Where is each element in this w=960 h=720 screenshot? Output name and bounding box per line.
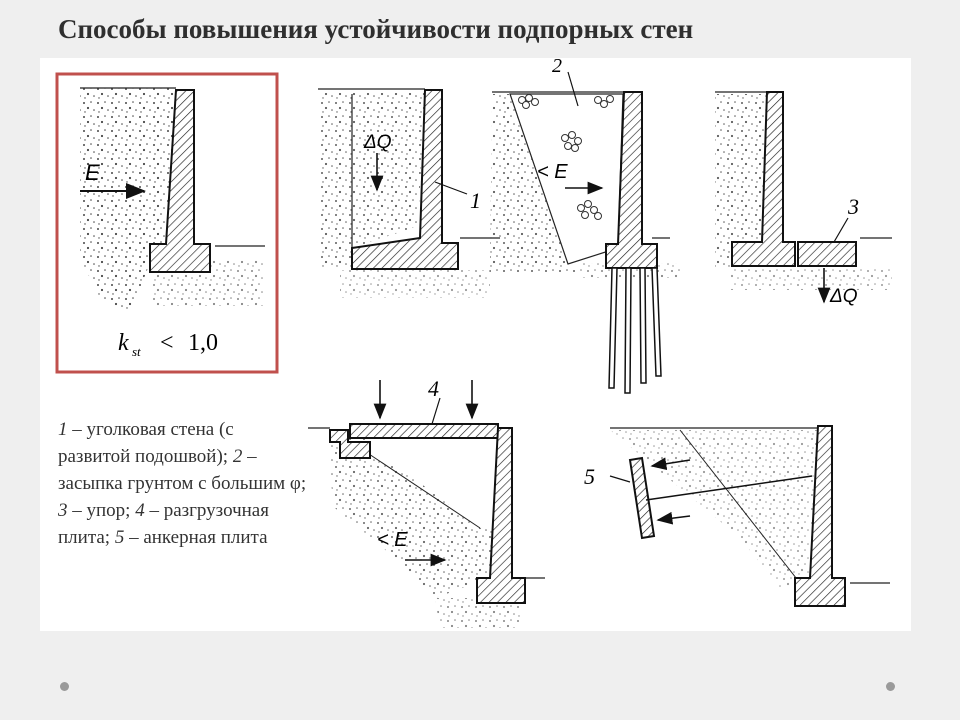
toe-stop bbox=[798, 242, 856, 266]
method-1-figure bbox=[318, 89, 500, 298]
legend-item-5: 5 – анкерная плита bbox=[114, 527, 268, 548]
load-label: ΔQ bbox=[364, 132, 392, 153]
prev-slide-dot[interactable] bbox=[60, 682, 69, 691]
method-3-figure bbox=[715, 92, 892, 307]
legend-item-3: 3 – упор; bbox=[58, 500, 131, 521]
callout-number: 2 bbox=[552, 58, 562, 77]
stability-symbol: k bbox=[118, 330, 129, 356]
next-slide-dot[interactable] bbox=[886, 682, 895, 691]
stability-relation: < bbox=[160, 330, 174, 356]
callout-number: 1 bbox=[470, 188, 481, 213]
legend-item-1: 1 – уголковая стена (с развитой подошвой); bbox=[58, 419, 234, 467]
anchor-plate bbox=[630, 458, 654, 538]
callout-number: 4 bbox=[428, 376, 439, 401]
legend-item-4: 4 – разгрузочная плита; bbox=[58, 500, 269, 548]
method-4-figure bbox=[308, 376, 545, 628]
base-case-figure bbox=[57, 74, 277, 372]
legend bbox=[58, 416, 308, 551]
callout-number: 3 bbox=[848, 194, 859, 219]
method-2-figure bbox=[490, 58, 680, 393]
force-label: < E bbox=[537, 161, 568, 183]
slide-title: Способы повышения устойчивости подпорных стен bbox=[58, 14, 694, 44]
stability-value: 1,0 bbox=[188, 330, 218, 356]
diagram-panel bbox=[40, 58, 911, 631]
load-label: ΔQ bbox=[830, 286, 858, 307]
stability-subscript: st bbox=[132, 344, 141, 359]
callout-number: 5 bbox=[584, 464, 595, 489]
method-5-figure bbox=[584, 426, 890, 606]
relief-slab bbox=[350, 424, 498, 438]
force-label: E bbox=[85, 160, 100, 185]
force-label: < E bbox=[377, 529, 408, 551]
legend-item-2: 2 – засыпка грунтом с большим φ; bbox=[58, 446, 307, 494]
